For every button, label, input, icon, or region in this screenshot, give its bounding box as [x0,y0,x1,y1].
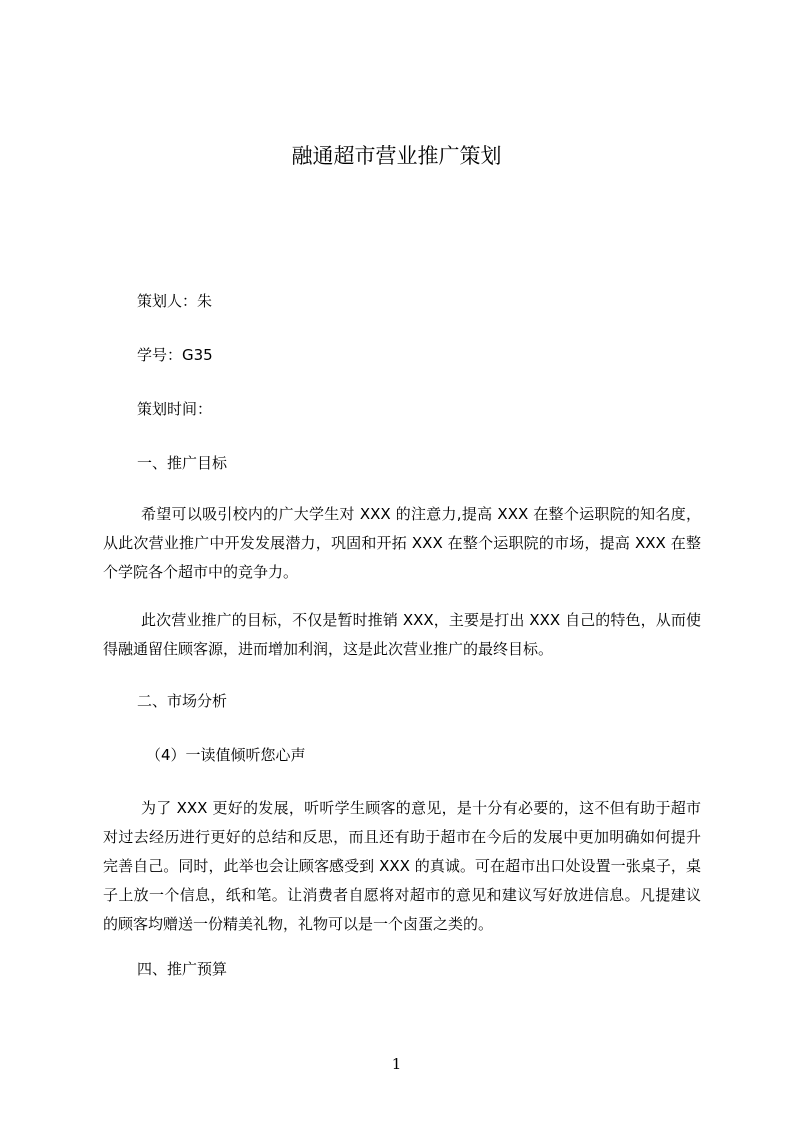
goal-paragraph-2: 此次营业推广的目标，不仅是暂时推销 XXX，主要是打出 XXX 自己的特色，从而使得融通留住顾客源，进而增加利润，这是此次营业推广的最终目标。 [103,611,701,658]
subsection-heading: （4）一读值倾听您心声 [146,746,306,764]
section-heading-market: 二、市场分析 [137,692,228,710]
goal-paragraph-1: 希望可以吸引校内的广大学生对 XXX 的注意力,提高 XXX 在整个运职院的知名度，从此次营业推广中开发发展潜力，巩固和开拓 XXX 在整个运职院的市场，提高 XXX 在整个学院各个超市中的竞争力。 [103,505,701,581]
student-id-line: 学号：G35 [137,346,213,364]
planner-line: 策划人：朱 [137,292,213,310]
section-heading-budget: 四、推广预算 [137,960,228,978]
market-paragraph: 为了 XXX 更好的发展，听听学生顾客的意见，是十分有必要的，这不但有助于超市对过去经历进行更好的总结和反思，而且还有助于超市在今后的发展中更加明确如何提升完善自己。同时，此举也会让顾客感受到 XXX 的真诚。可在超市出口处设置一张桌子，桌子上放一个信息，纸和笔。让消费者自愿将对超市的意见和建议写好放进信息。凡提建议的顾客均赠送一份精美礼物，礼物可以是一个卤蛋之类的。 [103,799,701,933]
plan-time-line: 策划时间： [137,400,213,418]
page-number: 1 [391,1055,402,1073]
document-title: 融通超市营业推广策划 [291,144,502,168]
section-heading-goal: 一、推广目标 [137,454,228,472]
